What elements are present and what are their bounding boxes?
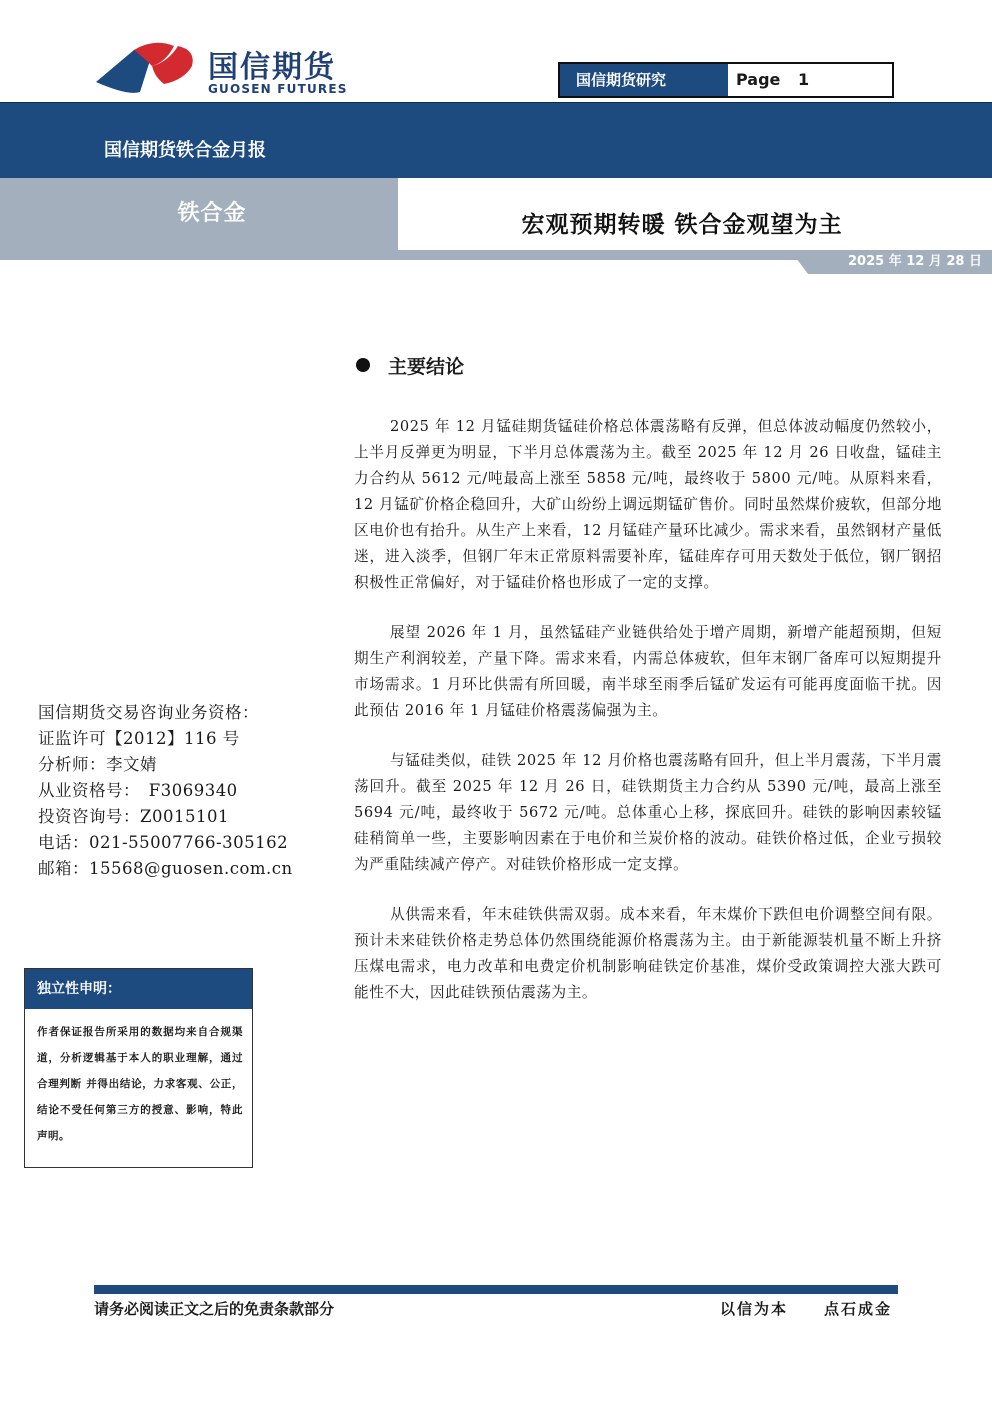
report-date: 2025 年 12 月 28 日 [808,250,992,274]
paragraph: 2025 年 12 月锰硅期货锰硅价格总体震荡略有反弹，但总体波动幅度仍然较小，上半月反弹更为明显，下半月总体震荡为主。截至 2025 年 12 月 26 日收盘，锰硅主力合约从 5612 元/吨最高上涨至 5858 元/吨，最终收于 5800 元/吨。从原料来看，12 月锰矿价格企稳回升，大矿山纷纷上调远期锰矿售价。同时虽然煤价疲软，但部分地区电价也有抬升。从生产上来看，12 月锰硅产量环比减少。需求来看，虽然钢材产量低迷，进入淡季，但钢厂年末正常原料需要补库，锰硅库存可用天数处于低位，钢厂钢招积极性正常偏好，对于锰硅价格也形成了一定的支撑。 [354,418,942,591]
report-title: 国信期货铁合金月报 [104,140,266,161]
independence-box [24,968,253,1168]
paragraph: 从供需来看，年末硅铁供需双弱。成本来看，年末煤价下跌但电价调整空间有限。预计未来硅铁价格走势总体仍然围绕能源价格震荡为主。由于新能源装机量不断上升挤压煤电需求，电力改革和电费定价机制影响硅铁定价基准，煤价受政策调控大涨大跌可能性不大，因此硅铁预估震荡为主。 [354,906,942,1001]
paragraph: 与锰硅类似，硅铁 2025 年 12 月价格也震荡略有回升，但上半月震荡，下半月震荡回升。截至 2025 年 12 月 26 日，硅铁期货主力合约从 5390 元/吨，最高上涨至 5694 元/吨，最终收于 5672 元/吨。总体重心上移，探底回升。硅铁的影响因素较锰硅稍简单一些，主要影响因素在于电价和兰炭价格的波动。硅铁价格过低，企业亏损较为严重陆续减产停产。对硅铁价格形成一定支撑。 [354,752,942,873]
page-label: Page [736,70,781,89]
bullet-icon [356,358,370,372]
headline: 宏观预期转暖 铁合金观望为主 [521,212,843,238]
footer-slogan-1: 以信为本 [720,1300,789,1318]
advisory-number-line: 投资咨询号：Z0015101 [38,807,229,826]
practice-number-line: 从业资格号： F3069340 [38,781,238,800]
footer-bar [94,1285,898,1294]
header-page-box [558,62,894,98]
email-line: 邮箱：15568@guosen.com.cn [38,859,293,878]
body-text [354,414,942,1030]
footer-slogan-2: 点石成金 [824,1300,893,1318]
phone-line: 电话：021-55007766-305162 [38,833,289,852]
footer-disclaimer: 请务必阅读正文之后的免责条款部分 [94,1300,335,1318]
independence-text: 作者保证报告所采用的数据均来自合规渠道，分析逻辑基于本人的职业理解，通过合理判断 并得出结论，力求客观、公正，结论不受任何第三方的授意、影响，特此声明。 [37,1026,243,1142]
license-line: 证监许可【2012】116 号 [38,729,240,748]
date-tab-corner [790,250,808,274]
section-label: 铁合金 [177,201,247,226]
analyst-line: 分析师：李文婧 [38,755,157,774]
paragraph: 展望 2026 年 1 月，虽然锰硅产业链供给处于增产周期，新增产能超预期，但短期生产利润较差，产量下降。需求来看，内需总体疲软，但年末钢厂备库可以短期提升市场需求。1 月环比供需有所回暖，南半球至雨季后锰矿发运有可能再度面临干扰。因此预估 2016 年 1 月锰硅价格震荡偏强为主。 [354,624,942,719]
qualification-line: 国信期货交易咨询业务资格： [38,703,259,722]
brand-name-en: GUOSEN FUTURES [208,82,348,96]
contact-block [38,700,338,882]
page-number: 1 [798,70,810,89]
independence-title: 独立性申明： [25,969,252,1009]
research-label: 国信期货研究 [560,64,728,96]
guosen-logo-icon [94,40,204,98]
brand-name-cn: 国信期货 [208,50,336,85]
section-title: 主要结论 [388,356,465,378]
